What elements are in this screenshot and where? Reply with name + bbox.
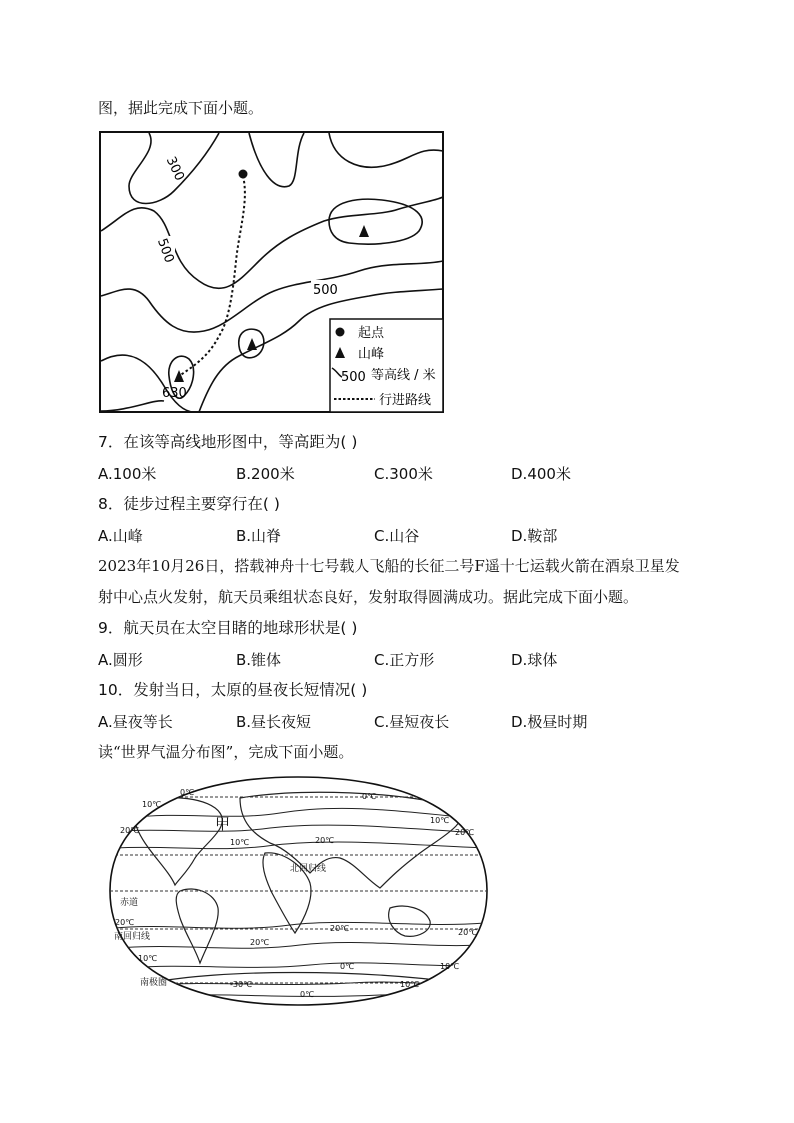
q9-option-c: C.正方形	[374, 651, 435, 669]
legend-peak: 山峰	[358, 347, 385, 362]
tropic-of-cancer-label: 北回归线	[290, 864, 327, 874]
intro-text: 图，据此完成下面小题。	[98, 99, 264, 117]
isotherm-label: -30℃	[230, 980, 253, 989]
q8-option-d: D.鞍部	[511, 527, 558, 545]
isotherm-label: 10℃	[142, 800, 162, 809]
isotherm-label: 20℃	[455, 828, 475, 837]
isotherm-label: 0℃	[340, 962, 355, 971]
q7-option-d: D.400米	[511, 465, 571, 483]
isotherm-label: 20℃	[250, 938, 270, 947]
isotherm-label: 0℃	[180, 788, 195, 797]
legend-route: 行进路线	[379, 393, 432, 408]
isotherm-label: 0℃	[362, 792, 377, 801]
contour-label-500-right: 500	[313, 283, 338, 298]
q9-option-d: D.球体	[511, 651, 558, 669]
isotherm-label: 20℃	[115, 918, 135, 927]
isotherm-label: 20℃	[458, 928, 478, 937]
question-7: 7．在该等高线地形图中，等高距为( )	[98, 433, 358, 451]
q10-option-b: B.昼长夜短	[236, 713, 312, 731]
legend-start: 起点	[358, 326, 385, 341]
isotherm-label: 20℃	[120, 826, 140, 835]
isotherm-label: 10℃	[440, 962, 460, 971]
q8-option-b: B.山脊	[236, 527, 282, 545]
q9-option-b: B.锥体	[236, 651, 282, 669]
q7-option-c: C.300米	[374, 465, 433, 483]
isotherm-label: 10℃	[400, 980, 420, 989]
question-10: 10．发射当日，太原的昼夜长短情况( )	[98, 681, 368, 699]
q7-option-a: A.100米	[98, 465, 157, 483]
equator-label: 赤道	[120, 898, 139, 908]
q10-option-a: A.昼夜等长	[98, 713, 173, 731]
location-jia: 甲	[215, 815, 231, 833]
q10-option-d: D.极昼时期	[511, 713, 588, 731]
world-temperature-map	[100, 773, 497, 1009]
isotherm-label: 0℃	[300, 990, 315, 999]
legend-contour: 等高线 / 米	[371, 368, 436, 383]
intro-text-2: 读“世界气温分布图”，完成下面小题。	[98, 743, 354, 761]
q8-option-a: A.山峰	[98, 527, 143, 545]
passage-line-2: 射中心点火发射，航天员乘组状态良好，发射取得圆满成功。据此完成下面小题。	[98, 588, 639, 606]
passage-line-1: 2023年10月26日，搭载神舟十七号载人飞船的长征二号F遥十七运载火箭在酒泉卫星发	[98, 557, 680, 575]
antarctic-circle-label: 南极圈	[140, 978, 168, 988]
q9-option-a: A.圆形	[98, 651, 143, 669]
legend-contour-value: 500	[341, 370, 366, 385]
isotherm-label: 10℃	[430, 816, 450, 825]
isotherm-label: 10℃	[230, 838, 250, 847]
q10-option-c: C.昼短夜长	[374, 713, 450, 731]
peak-label-630: 630	[162, 386, 187, 401]
q7-option-b: B.200米	[236, 465, 295, 483]
question-9: 9．航天员在太空目睹的地球形状是( )	[98, 619, 358, 637]
isotherm-label: 20℃	[315, 836, 335, 845]
contour-map	[99, 131, 445, 414]
contour-label-500-left: 500	[153, 236, 177, 265]
tropic-of-capricorn-label: 南回归线	[114, 932, 151, 942]
q8-option-c: C.山谷	[374, 527, 420, 545]
isotherm-label: 10℃	[138, 954, 158, 963]
question-8: 8．徒步过程主要穿行在( )	[98, 495, 280, 513]
isotherm-label: 20℃	[330, 924, 350, 933]
contour-label-300: 300	[162, 154, 187, 184]
